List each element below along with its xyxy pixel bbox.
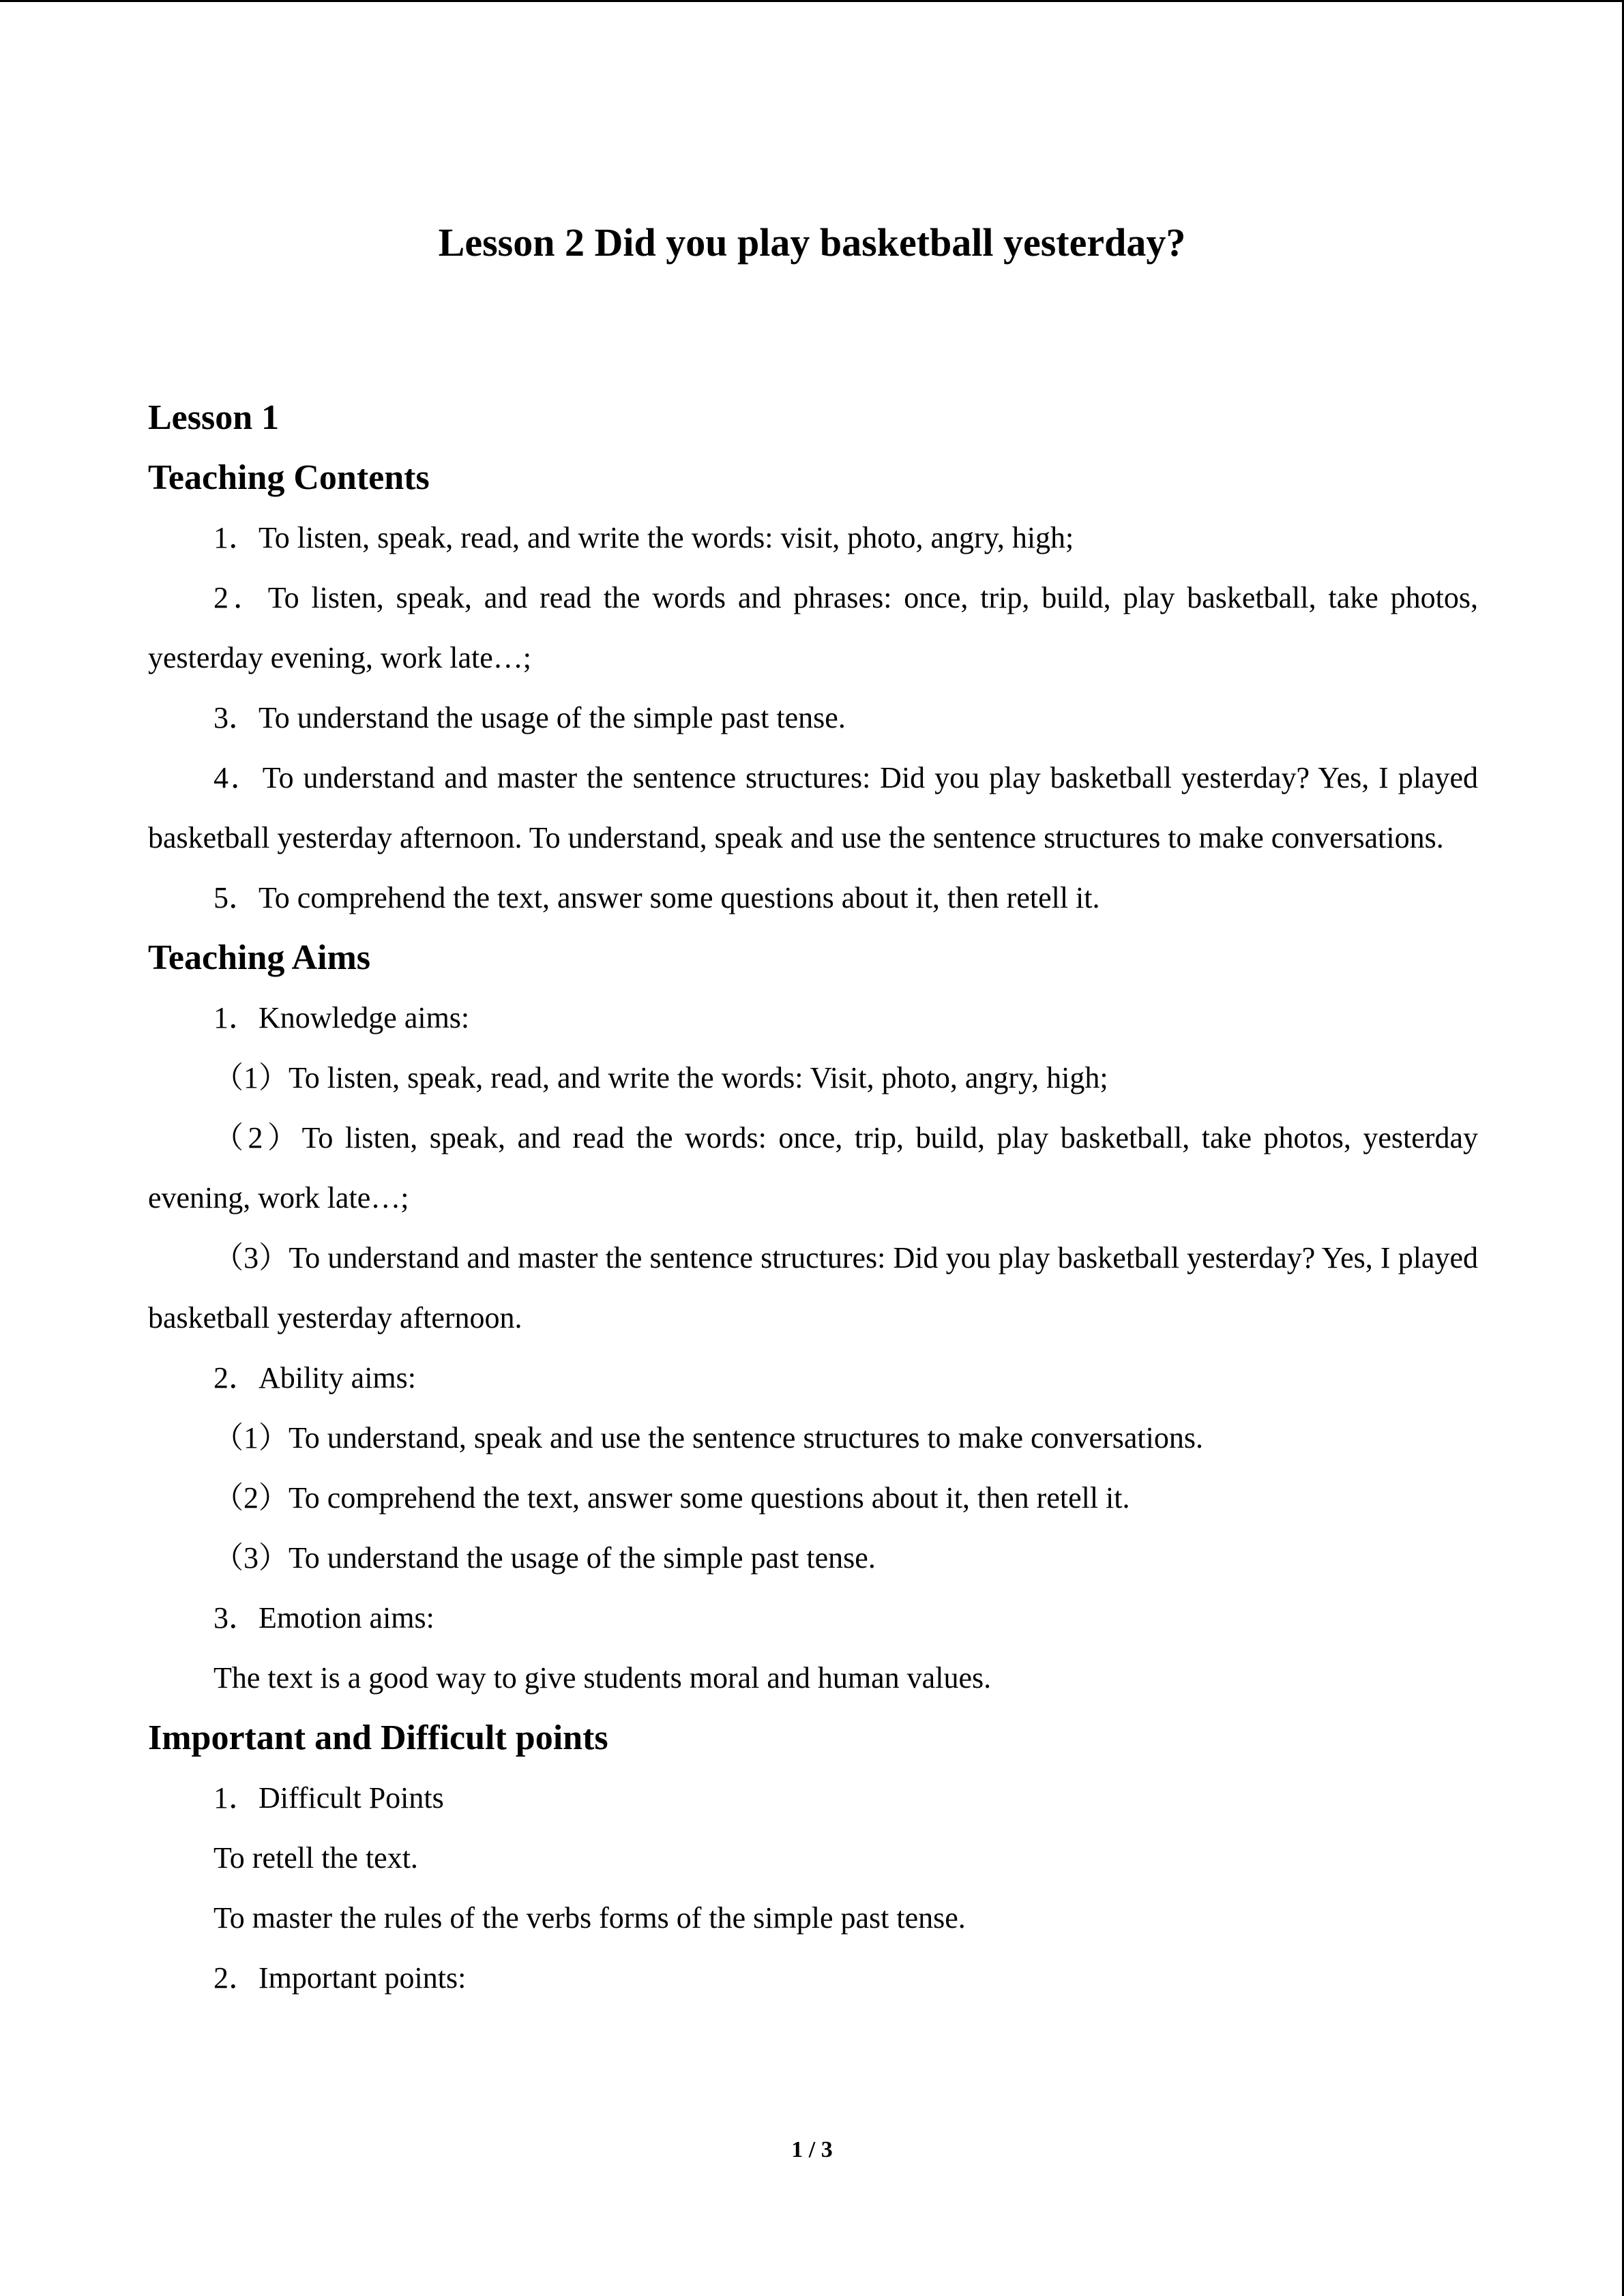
knowledge-aim-item: （3）To understand and master the sentence structures: Did you play basketball yesterday? Yes, I played basketball yesterday afternoon. <box>148 1241 1478 1335</box>
knowledge-aims-title: 1．Knowledge aims: <box>213 1001 470 1034</box>
section-heading-important-difficult: Important and Difficult points <box>148 1718 608 1757</box>
ability-aim-item: （2）To comprehend the text, answer some questions about it, then retell it. <box>213 1481 1130 1515</box>
section-heading-teaching-aims: Teaching Aims <box>148 938 371 977</box>
document-body <box>148 388 1478 2008</box>
difficult-point-item: To master the rules of the verbs forms of the simple past tense. <box>213 1901 966 1935</box>
emotion-aims-text: The text is a good way to give students moral and human values. <box>213 1661 992 1695</box>
emotion-aims-title: 3．Emotion aims: <box>213 1601 434 1635</box>
ability-aim-item: （1）To understand, speak and use the sentence structures to make conversations. <box>213 1421 1203 1455</box>
lesson-label: Lesson 1 <box>148 398 280 437</box>
knowledge-aim-item: （1）To listen, speak, read, and write the words: Visit, photo, angry, high; <box>213 1061 1108 1094</box>
teaching-content-item: 4．To understand and master the sentence structures: Did you play basketball yesterday? Yes, I played basketball yesterday afternoon. To understand, speak and use the sentence structures to make conversations. <box>148 761 1478 854</box>
ability-aim-item: （3）To understand the usage of the simple past tense. <box>213 1541 876 1575</box>
difficult-point-item: To retell the text. <box>213 1841 418 1875</box>
document-title: Lesson 2 Did you play basketball yesterday? <box>438 220 1186 265</box>
teaching-content-item: 1．To listen, speak, read, and write the words: visit, photo, angry, high; <box>213 521 1074 554</box>
teaching-content-item: 5．To comprehend the text, answer some questions about it, then retell it. <box>213 881 1100 914</box>
page-indicator: 1 / 3 <box>791 2137 833 2162</box>
ability-aims-title: 2．Ability aims: <box>213 1361 416 1395</box>
section-heading-teaching-contents: Teaching Contents <box>148 458 430 497</box>
teaching-content-item: 3．To understand the usage of the simple past tense. <box>213 701 846 734</box>
important-points-title: 2．Important points: <box>213 1961 467 1995</box>
teaching-content-item: 2．To listen, speak, and read the words and phrases: once, trip, build, play basketball, take photos, yesterday evening, work late…; <box>148 581 1478 674</box>
difficult-points-title: 1．Difficult Points <box>213 1781 444 1815</box>
knowledge-aim-item: （2）To listen, speak, and read the words: once, trip, build, play basketball, take photos, yesterday evening, work late…; <box>148 1121 1478 1214</box>
